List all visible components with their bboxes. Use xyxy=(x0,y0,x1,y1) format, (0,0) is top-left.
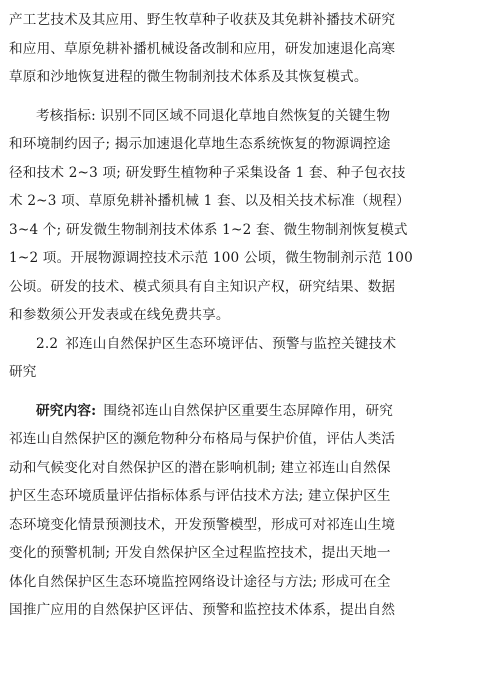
heading-line: 研究 xyxy=(9,364,37,380)
paragraph-research-content xyxy=(9,397,471,625)
text-line: 态环境变化情景预测技术，开发预警模型，形成可对祁连山生境 xyxy=(9,516,396,533)
paragraph-research-content-continued xyxy=(9,6,471,92)
text-line xyxy=(9,397,471,426)
text-line: 1~2 项。开展物源调控技术示范 100 公顷，微生物制剂示范 100 xyxy=(9,250,413,266)
section-title: 祁连山自然保护区生态环境评估、预警与监控关键技术 xyxy=(65,335,397,352)
text-line: 径和技术 2~3 项; 研发野生植物种子采集设备 1 套、种子包衣技 xyxy=(9,164,406,181)
text-line: 术 2~3 项、草原免耕补播机械 1 套、以及相关技术标准（规程） xyxy=(9,193,411,209)
text-line: 护区生态环境质量评估指标体系与评估技术方法; 建立保护区生 xyxy=(9,488,391,504)
text-line-rest: 围绕祁连山自然保护区重要生态屏障作用，研究 xyxy=(103,402,394,419)
text-line: 和应用、草原免耕补播机械设备改制和应用，研发加速退化高寒 xyxy=(9,40,396,57)
text-line: 公顷。研发的技术、模式须具有自主知识产权，研究结果、数据 xyxy=(9,278,396,295)
heading-line xyxy=(9,330,471,359)
text-line: 产工艺技术及其应用、野生牧草种子收获及其免耕补播技术研究 xyxy=(9,12,396,28)
text-line: 草原和沙地恢复进程的微生物制剂技术体系及其恢复模式。 xyxy=(9,69,368,85)
text-line: 和参数须公开发表或在线免费共享。 xyxy=(9,307,230,323)
text-line: 考核指标: 识别不同区域不同退化草地自然恢复的关键生物 xyxy=(36,107,391,124)
section-heading xyxy=(9,330,471,387)
text-line: 国推广应用的自然保护区评估、预警和监控技术体系，提出自然 xyxy=(9,602,396,618)
text-line: 祁连山自然保护区的濒危物种分布格局与保护价值，评估人类活 xyxy=(9,431,396,447)
text-line: 3~4 个; 研发微生物制剂技术体系 1~2 套、微生物制剂恢复模式 xyxy=(9,221,408,238)
text-line: 动和气候变化对自然保护区的潜在影响机制; 建立祁连山自然保 xyxy=(9,459,391,476)
paragraph-assessment-indicators xyxy=(9,102,471,330)
text-line: 和环境制约因子; 揭示加速退化草地生态系统恢复的物源调控途 xyxy=(9,136,391,152)
research-content-label: 研究内容: xyxy=(36,402,97,419)
section-number: 2.2 xyxy=(36,335,59,352)
text-line: 体化自然保护区生态环境监控网络设计途径与方法; 形成可在全 xyxy=(9,573,391,590)
text-line: 变化的预警机制; 开发自然保护区全过程监控技术，提出天地一 xyxy=(9,545,391,561)
document-page xyxy=(9,6,471,625)
